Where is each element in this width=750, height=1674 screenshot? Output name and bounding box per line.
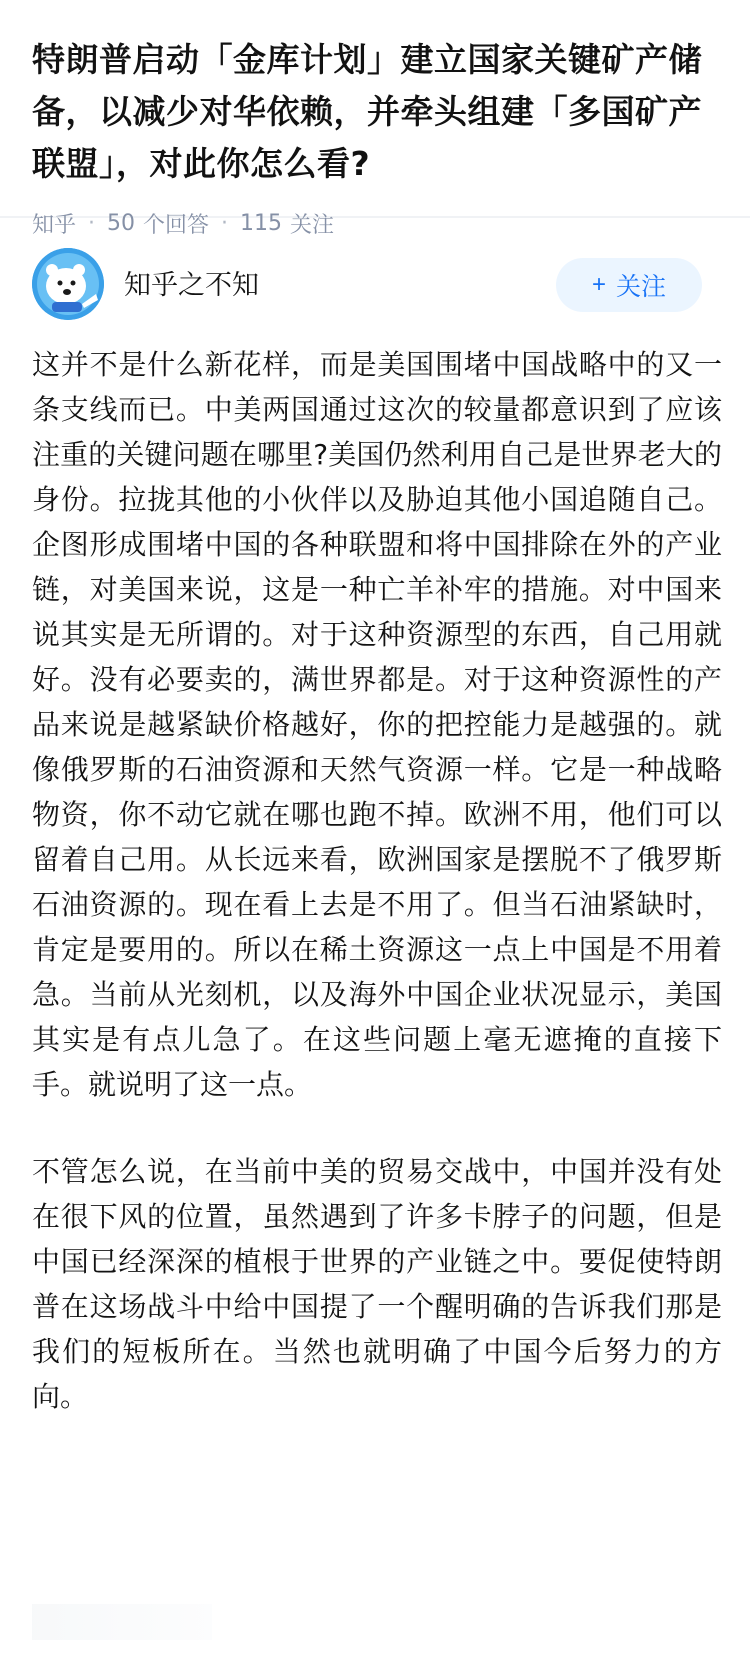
follow-button-label: 关注 xyxy=(616,273,667,301)
author-name[interactable]: 知乎之不知 xyxy=(124,269,259,301)
followers-label: 关注 xyxy=(290,213,335,238)
answer-card xyxy=(0,218,750,1419)
answer-content xyxy=(32,342,722,1419)
follow-button[interactable] xyxy=(556,258,702,312)
answers-label: 个回答 xyxy=(143,213,210,238)
blurred-footer-element xyxy=(32,1604,212,1640)
plus-icon: + xyxy=(591,271,606,298)
meta-separator: · xyxy=(221,211,229,236)
author-row xyxy=(32,248,718,320)
question-title[interactable]: 特朗普启动「金库计划」建立国家关键矿产储备，以减少对华依赖，并牵头组建「多国矿产联盟」，对此你怎么看? xyxy=(32,40,702,183)
polar-bear-mascot-icon[interactable] xyxy=(32,248,104,320)
question-header xyxy=(0,0,750,238)
answers-count: 50 xyxy=(107,211,136,236)
answer-paragraph: 这并不是什么新花样，而是美国围堵中国战略中的又一条支线而已。中美两国通过这次的较量都意识到了应该注重的关键问题在哪里?美国仍然利用自己是世界老大的身份。拉拢其他的小伙伴以及胁迫其他小国追随自己。企图形成围堵中国的各种联盟和将中国排除在外的产业链，对美国来说，这是一种亡羊补牢的措施。对中国来说其实是无所谓的。对于这种资源型的东西，自己用就好。没有必要卖的，满世界都是。对于这种资源性的产品来说是越紧缺价格越好，你的把控能力是越强的。就像俄罗斯的石油资源和天然气资源一样。它是一种战略物资，你不动它就在哪也跑不掉。欧洲不用，他们可以留着自己用。从长远来看，欧洲国家是摆脱不了俄罗斯石油资源的。现在看上去是不用了。但当石油紧缺时，肯定是要用的。所以在稀土资源这一点上中国是不用着急。当前从光刻机，以及海外中国企业状况显示，美国其实是有点儿急了。在这些问题上毫无遮掩的直接下手。就说明了这一点。 xyxy=(32,348,722,1101)
followers-count: 115 xyxy=(240,211,283,236)
source-label[interactable]: 知乎 xyxy=(32,213,77,238)
answer-paragraph: 不管怎么说，在当前中美的贸易交战中，中国并没有处在很下风的位置，虽然遇到了许多卡脖子的问题，但是中国已经深深的植根于世界的产业链之中。要促使特朗普在这场战斗中给中国提了一个醒明确的告诉我们那是我们的短板所在。当然也就明确了中国今后努力的方向。 xyxy=(32,1155,722,1413)
meta-separator: · xyxy=(88,211,96,236)
